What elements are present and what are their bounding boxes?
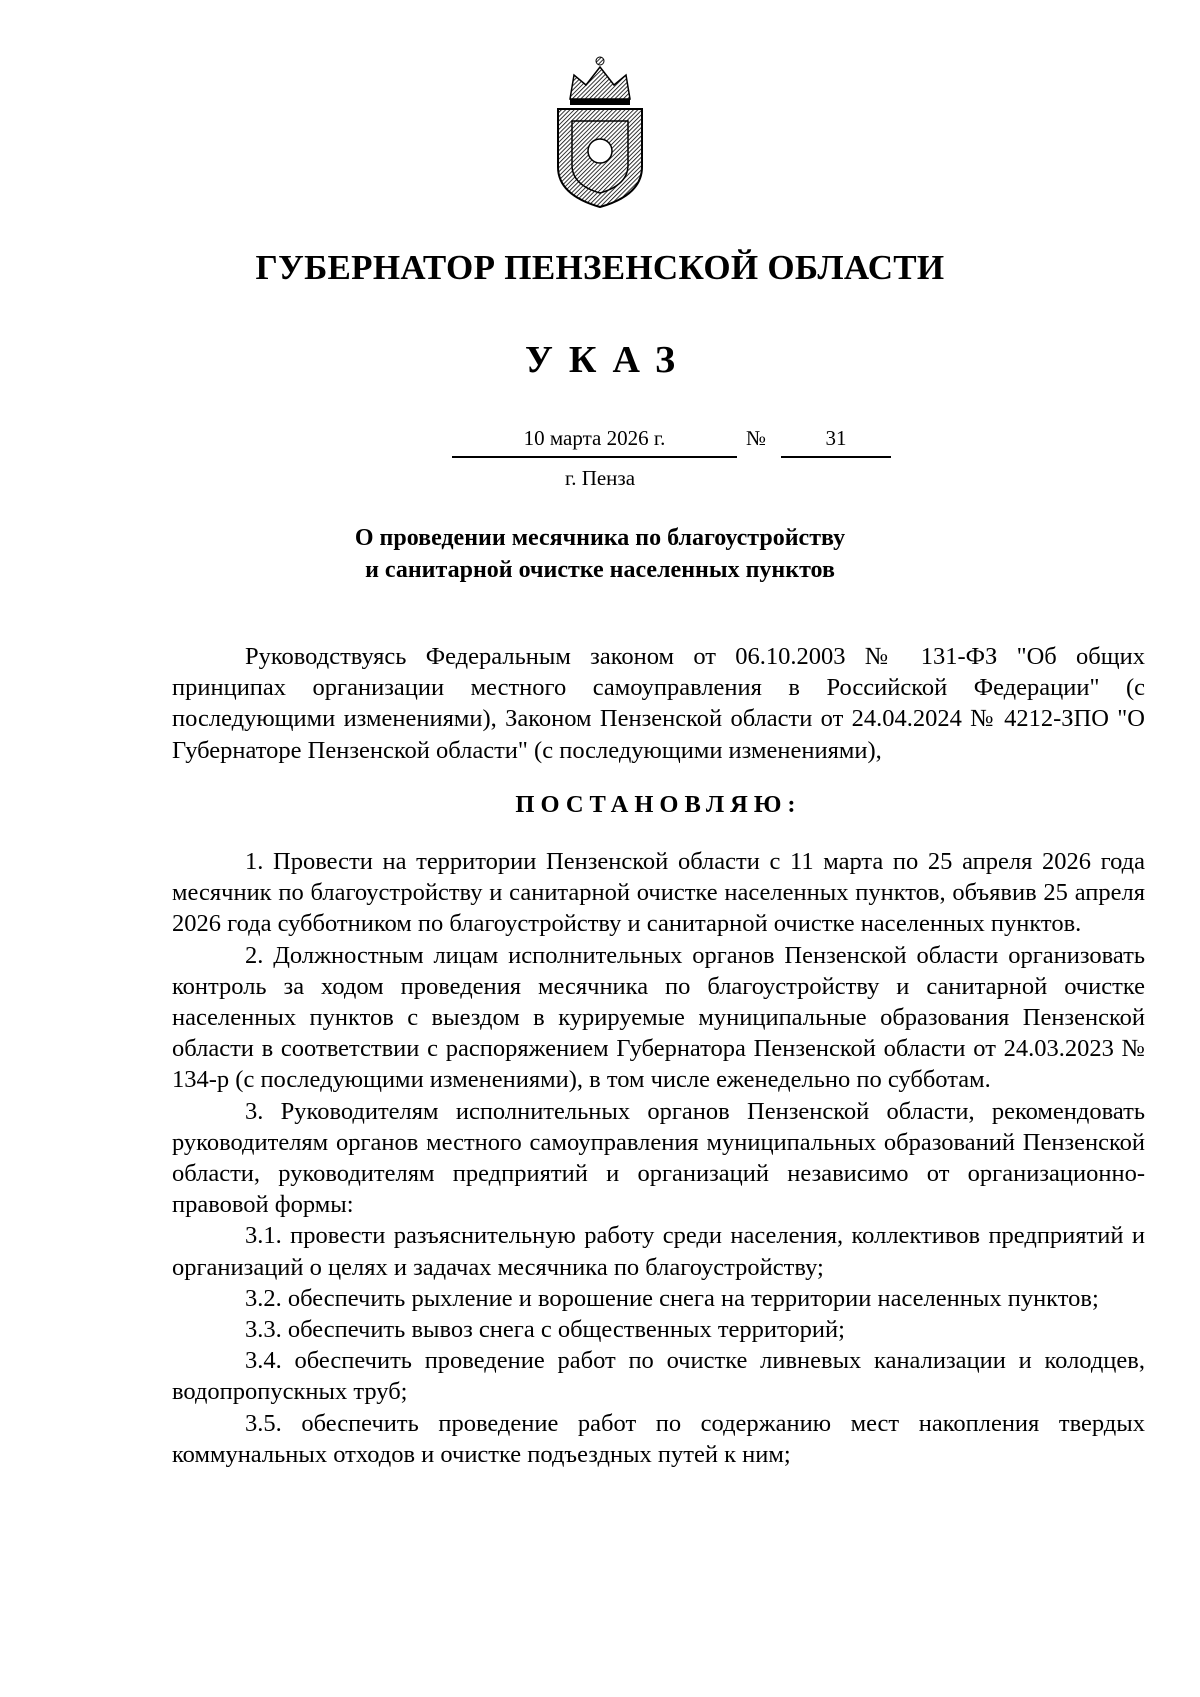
- issuing-authority: ГУБЕРНАТОР ПЕНЗЕНСКОЙ ОБЛАСТИ: [255, 248, 945, 287]
- document-date: 10 марта 2026 г.: [452, 424, 737, 458]
- decree-item-2: 2. Должностным лицам исполнительных органов Пензенской области организовать контроль за ходом проведения месячника по благоустройству и санитарной очистке населенных пунктов с выездом в курируемые муниципальные образования Пензенской области в соответствии с распоряжением Губернатора Пензенской области от 24.03.2023 № 134-р (с последующими изменениями), в том числе еженедельно по субботам.: [172, 941, 1145, 1094]
- subject-line-1: О проведении месячника по благоустройству: [354, 525, 846, 551]
- preamble-paragraph: Руководствуясь Федеральным законом от 06.10.2003 № 131-ФЗ "Об общих принципах организации местного самоуправления в Российской Федерации" (с последующими изменениями), Законом Пензенской области от 24.04.2024 № 4212-ЗПО "О Губернаторе Пензенской области" (с последующими изменениями),: [172, 643, 1145, 764]
- subject-line-2: и санитарной очистке населенных пунктов: [365, 557, 835, 583]
- decree-subitem-3-4: 3.4. обеспечить проведение работ по очистке ливневых канализации и колодцев, водопропускных труб;: [172, 1347, 1145, 1406]
- decree-item-3: 3. Руководителям исполнительных органов Пензенской области, рекомендовать руководителям органов местного самоуправления муниципальных образований Пензенской области, руководителям предприятий и организаций независимо от организационно-правовой формы:: [172, 1097, 1145, 1219]
- document-body: [172, 641, 1145, 1470]
- document-number: 31: [781, 424, 891, 458]
- document-subject: [0, 522, 1200, 586]
- decree-item-1: 1. Провести на территории Пензенской области с 11 марта по 25 апреля 2026 года месячник по благоустройству и санитарной очистке населенных пунктов, объявив 25 апреля 2026 года субботником по благоустройству и санитарной очистке населенных пунктов.: [172, 848, 1145, 938]
- coat-of-arms-icon: [552, 55, 648, 213]
- decree-subitem-3-1: 3.1. провести разъяснительную работу среди населения, коллективов предприятий и организаций о целях и задачах месячника по благоустройству;: [172, 1222, 1145, 1281]
- decree-subitem-3-5: 3.5. обеспечить проведение работ по содержанию мест накопления твердых коммунальных отходов и очистке подъездных путей к ним;: [172, 1409, 1145, 1468]
- decree-heading: ПОСТАНОВЛЯЮ:: [515, 790, 802, 818]
- decree-subitem-3-2: 3.2. обеспечить рыхление и ворошение снега на территории населенных пунктов;: [245, 1284, 1099, 1312]
- issue-city: г. Пенза: [564, 466, 636, 490]
- decree-subitem-3-3: 3.3. обеспечить вывоз снега с общественных территорий;: [245, 1316, 845, 1344]
- number-sign: №: [746, 426, 767, 450]
- document-type: УКАЗ: [525, 339, 691, 381]
